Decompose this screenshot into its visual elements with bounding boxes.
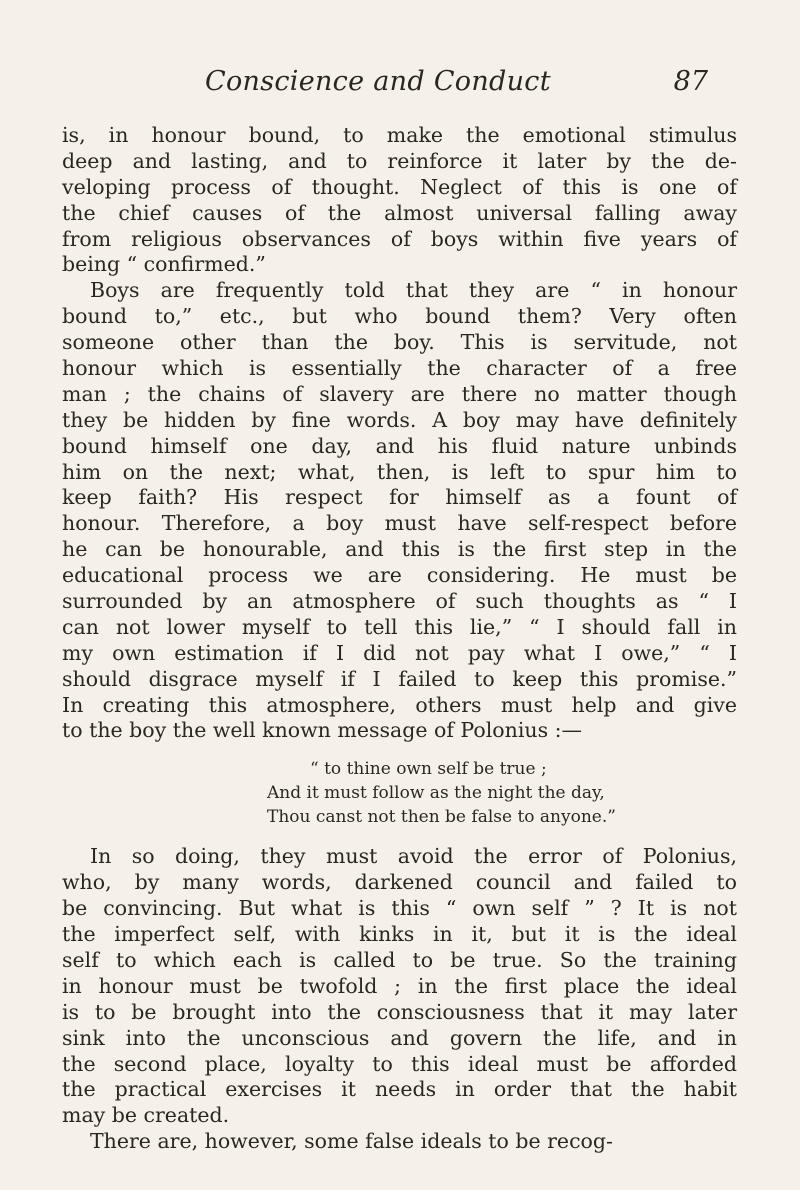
text-line: be convincing. But what is this “ own self ” ? It is not: [62, 896, 737, 921]
paragraph: [62, 123, 737, 278]
text-line: bound to,” etc., but who bound them? Very often: [62, 304, 737, 329]
quote-line: Thou canst not then be false to anyone.”: [267, 807, 616, 828]
quote-line: “ to thine own self be true ;: [310, 759, 547, 780]
running-title: Conscience and Conduct: [205, 66, 551, 97]
paragraph: [62, 1129, 737, 1155]
page-number: 87: [673, 66, 708, 97]
text-line: he can be honourable, and this is the first step in the: [62, 537, 737, 562]
text-line: keep faith? His respect for himself as a fount of: [62, 485, 737, 510]
text-line: bound himself one day, and his fluid nature unbinds: [62, 433, 737, 458]
block-quote: [62, 757, 737, 829]
text-line: the chief causes of the almost universal falling away: [62, 200, 737, 225]
text-line: they be hidden by fine words. A boy may have definitely: [62, 407, 737, 432]
text-line: being “ confirmed.”: [62, 252, 266, 277]
paragraph: [62, 844, 737, 1129]
text-line: the imperfect self, with kinks in it, but it is the ideal: [62, 922, 737, 947]
text-line: who, by many words, darkened council and failed to: [62, 870, 737, 895]
text-line: honour which is essentially the character of a free: [62, 356, 737, 381]
text-line: is, in honour bound, to make the emotional stimulus: [62, 123, 737, 147]
text-line: Boys are frequently told that they are “ in honour: [90, 278, 737, 303]
text-line: self to which each is called to be true. So the training: [62, 947, 737, 972]
text-line: from religious observances of boys within five years of: [62, 226, 737, 251]
paragraph: [62, 278, 737, 744]
text-line: There are, however, some false ideals to be recog-: [90, 1129, 613, 1154]
text-line: someone other than the boy. This is servitude, not: [62, 330, 737, 355]
text-line: surrounded by an atmosphere of such thoughts as “ I: [62, 589, 737, 614]
text-line: sink into the unconscious and govern the life, and in: [62, 1025, 737, 1050]
text-line: deep and lasting, and to reinforce it later by the de-: [62, 148, 737, 173]
text-line: should disgrace myself if I failed to keep this promise.”: [62, 666, 737, 691]
running-head: [205, 66, 708, 110]
text-line: educational process we are considering. He must be: [62, 563, 737, 588]
text-line: man ; the chains of slavery are there no matter though: [62, 381, 737, 406]
text-line: In creating this atmosphere, others must help and give: [62, 692, 737, 717]
text-line: to the boy the well known message of Polonius :—: [62, 718, 583, 743]
text-line: the practical exercises it needs in order that the habit: [62, 1077, 737, 1102]
text-line: can not lower myself to tell this lie,” “ I should fall in: [62, 614, 737, 639]
text-line: the second place, loyalty to this ideal must be afforded: [62, 1051, 737, 1076]
body-text: [62, 123, 737, 1155]
text-line: is to be brought into the consciousness that it may later: [62, 999, 737, 1024]
text-line: him on the next; what, then, is left to spur him to: [62, 459, 737, 484]
text-line: In so doing, they must avoid the error of Polonius,: [90, 844, 737, 869]
text-line: in honour must be twofold ; in the first place the ideal: [62, 973, 737, 998]
text-line: honour. Therefore, a boy must have self-respect before: [62, 511, 737, 536]
text-line: veloping process of thought. Neglect of this is one of: [62, 174, 737, 199]
text-line: my own estimation if I did not pay what I owe,” “ I: [62, 640, 737, 665]
text-line: may be created.: [62, 1103, 230, 1128]
quote-line: And it must follow as the night the day,: [267, 783, 605, 804]
